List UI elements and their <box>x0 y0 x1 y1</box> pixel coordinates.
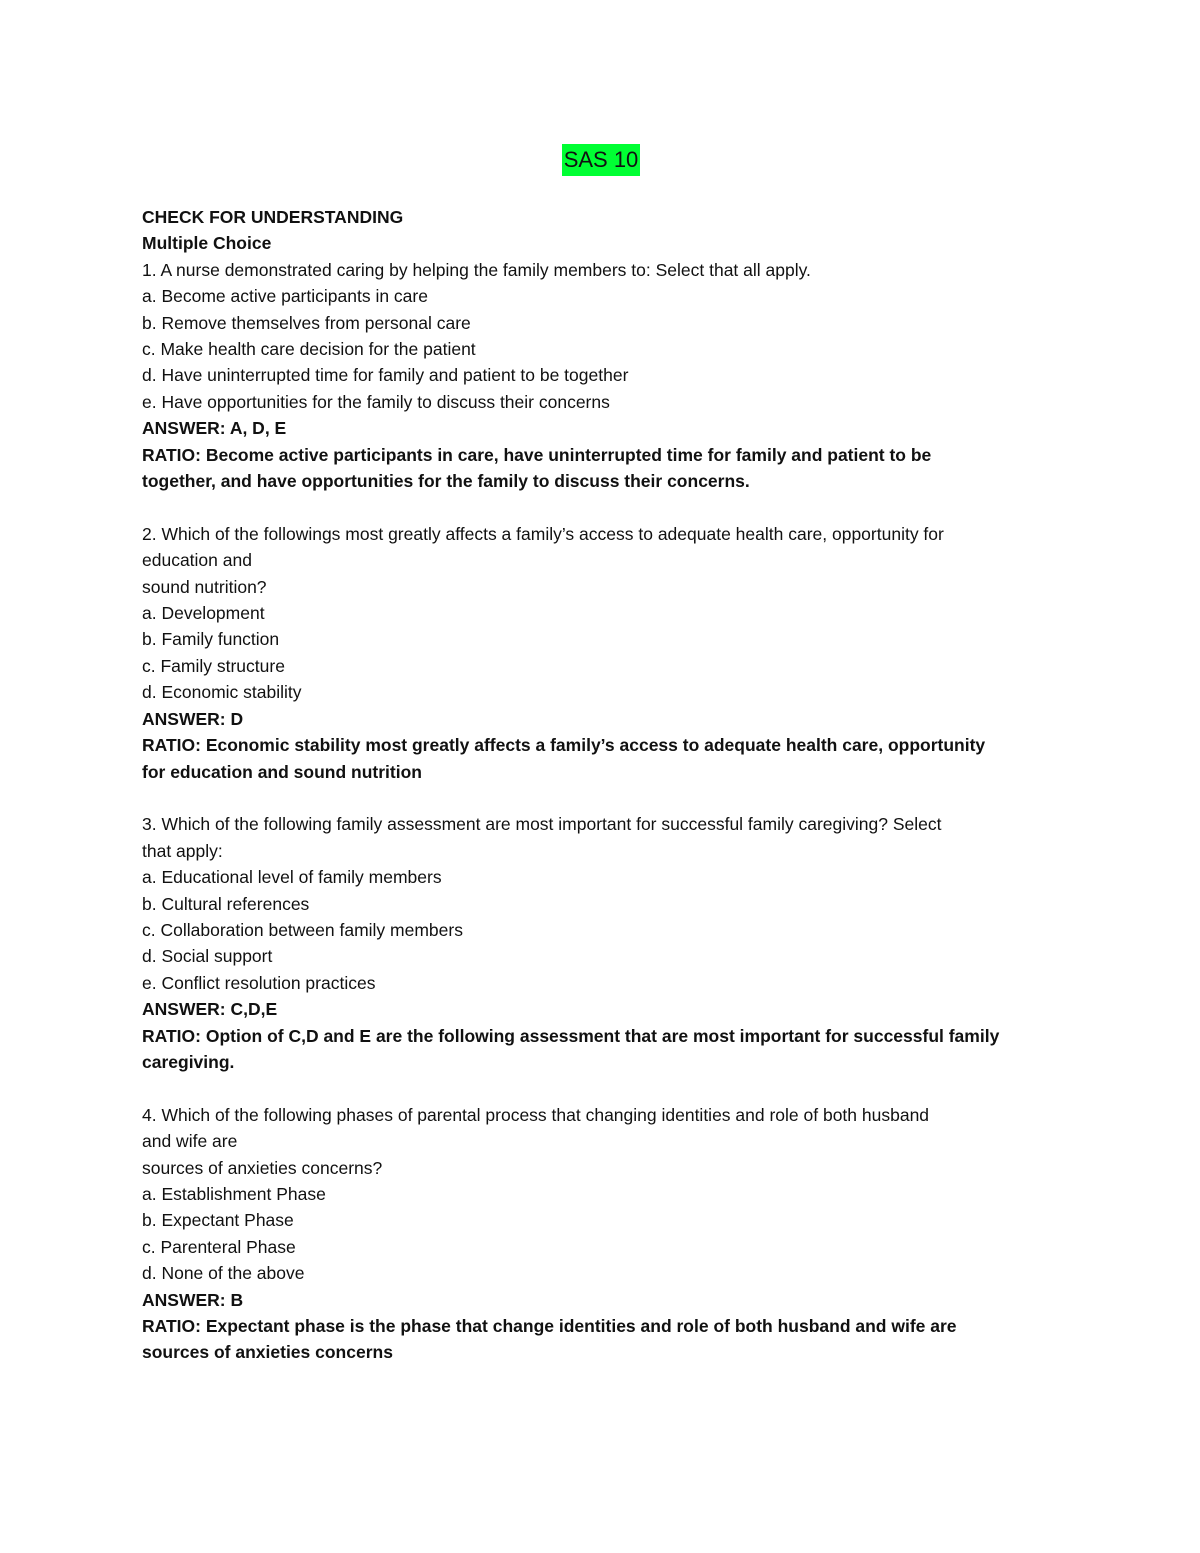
question-stem-line: 2. Which of the followings most greatly affects a family’s access to adequate health care, opportunity for <box>142 523 944 544</box>
option-a: a. Development <box>142 603 265 624</box>
question-4 <box>142 1102 1060 1366</box>
answer-line: ANSWER: B <box>142 1289 244 1310</box>
option-c: c. Family structure <box>142 655 285 676</box>
option-e: e. Have opportunities for the family to discuss their concerns <box>142 391 610 412</box>
section-heading: CHECK FOR UNDERSTANDING <box>142 207 404 227</box>
ratio-line: RATIO: Become active participants in care, have uninterrupted time for family and patient to be <box>142 444 932 465</box>
option-b: b. Remove themselves from personal care <box>142 312 471 333</box>
option-c: c. Collaboration between family members <box>142 919 463 940</box>
answer-line: ANSWER: C,D,E <box>142 999 278 1020</box>
ratio-line: RATIO: Option of C,D and E are the following assessment that are most important for successful family <box>142 1025 1000 1046</box>
question-3 <box>142 811 1060 1075</box>
option-b: b. Cultural references <box>142 893 310 914</box>
ratio-line: for education and sound nutrition <box>142 761 422 782</box>
option-c: c. Make health care decision for the patient <box>142 339 476 360</box>
ratio-line: caregiving. <box>142 1051 235 1072</box>
option-a: a. Establishment Phase <box>142 1183 326 1204</box>
ratio-line: together, and have opportunities for the family to discuss their concerns. <box>142 471 750 492</box>
question-stem-line: 1. A nurse demonstrated caring by helping the family members to: Select that all apply. <box>142 259 811 280</box>
option-c: c. Parenteral Phase <box>142 1236 296 1257</box>
ratio-line: RATIO: Economic stability most greatly affects a family’s access to adequate health care, opportunity <box>142 735 986 756</box>
ratio-line: sources of anxieties concerns <box>142 1342 393 1363</box>
option-d: d. Economic stability <box>142 682 302 703</box>
question-stem-line: 3. Which of the following family assessment are most important for successful family caregiving? Select <box>142 814 942 835</box>
option-b: b. Expectant Phase <box>142 1210 294 1231</box>
question-stem-line: that apply: <box>142 840 223 861</box>
question-stem-line: and wife are <box>142 1131 238 1152</box>
answer-line: ANSWER: A, D, E <box>142 418 287 439</box>
question-2 <box>142 521 1060 785</box>
title-wrapper <box>142 144 1060 188</box>
option-d: d. Social support <box>142 946 273 967</box>
question-stem-line: sound nutrition? <box>142 576 267 597</box>
question-1 <box>142 257 1060 495</box>
option-b: b. Family function <box>142 629 280 650</box>
option-d: d. Have uninterrupted time for family and patient to be together <box>142 365 629 386</box>
option-a: a. Become active participants in care <box>142 286 428 307</box>
question-stem-line: 4. Which of the following phases of parental process that changing identities and role of both husband <box>142 1104 930 1125</box>
option-e: e. Conflict resolution practices <box>142 972 376 993</box>
question-stem-line: education and <box>142 550 252 571</box>
option-a: a. Educational level of family members <box>142 867 442 888</box>
question-stem-line: sources of anxieties concerns? <box>142 1157 383 1178</box>
answer-line: ANSWER: D <box>142 708 244 729</box>
option-d: d. None of the above <box>142 1263 305 1284</box>
document-title: SAS 10 <box>562 144 641 176</box>
ratio-line: RATIO: Expectant phase is the phase that change identities and role of both husband and wife are <box>142 1316 957 1337</box>
subsection-heading: Multiple Choice <box>142 233 272 254</box>
header-block <box>142 204 1060 257</box>
